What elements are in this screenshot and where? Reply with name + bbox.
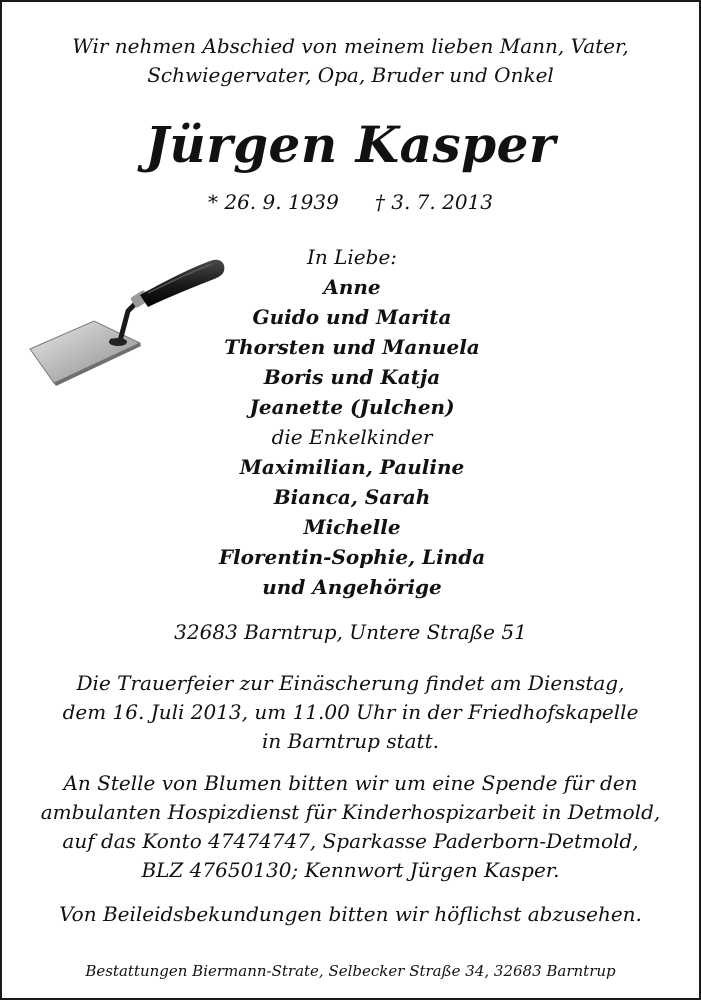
donation-notice	[2, 769, 699, 885]
grandchild-name: Michelle	[303, 515, 401, 539]
death-date: † 3. 7. 2013	[374, 190, 493, 214]
donation-line: ambulanten Hospizdienst für Kinderhospizarbeit in Detmold,	[40, 800, 661, 824]
mourner-name: Anne	[323, 275, 381, 299]
life-dates	[2, 188, 699, 216]
deceased-name: Jürgen Kasper	[145, 115, 556, 174]
donation-line: BLZ 47650130; Kennwort Jürgen Kasper.	[141, 858, 560, 882]
mourner-name: Thorsten und Manuela	[224, 335, 480, 359]
donation-line: auf das Konto 47474747, Sparkasse Paderborn-Detmold,	[62, 829, 639, 853]
intro-line-1: Wir nehmen Abschied von meinem lieben Mann, Vater,	[72, 34, 629, 58]
relatives-name: und Angehörige	[262, 575, 442, 599]
family-address: 32683 Barntrup, Untere Straße 51	[174, 620, 527, 644]
intro-line-2: Schwiegervater, Opa, Bruder und Onkel	[147, 63, 554, 87]
funeral-home-footer: Bestattungen Biermann-Strate, Selbecker Straße 34, 32683 Barntrup	[85, 962, 616, 980]
birth-date: * 26. 9. 1939	[208, 190, 339, 214]
grandchild-name: Maximilian, Pauline	[239, 455, 465, 479]
mourner-name: Boris und Katja	[263, 365, 441, 389]
ceremony-notice	[2, 669, 699, 756]
grandchild-name: Bianca, Sarah	[273, 485, 431, 509]
donation-line: An Stelle von Blumen bitten wir um eine Spende für den	[63, 771, 638, 795]
grandchildren-label: die Enkelkinder	[271, 425, 433, 449]
intro-text	[2, 32, 699, 90]
ceremony-line: Die Trauerfeier zur Einäscherung findet am Dienstag,	[76, 671, 625, 695]
ceremony-line: dem 16. Juli 2013, um 11.00 Uhr in der Friedhofskapelle	[62, 700, 639, 724]
condolence-request: Von Beileidsbekundungen bitten wir höflichst abzusehen.	[59, 902, 642, 926]
mourner-name: Jeanette (Julchen)	[249, 395, 455, 419]
mourner-name: Guido und Marita	[252, 305, 452, 329]
mourners-list	[162, 242, 542, 602]
grandchild-name: Florentin-Sophie, Linda	[218, 545, 486, 569]
ceremony-line: in Barntrup statt.	[262, 729, 439, 753]
in-love-label: In Liebe:	[306, 245, 398, 269]
